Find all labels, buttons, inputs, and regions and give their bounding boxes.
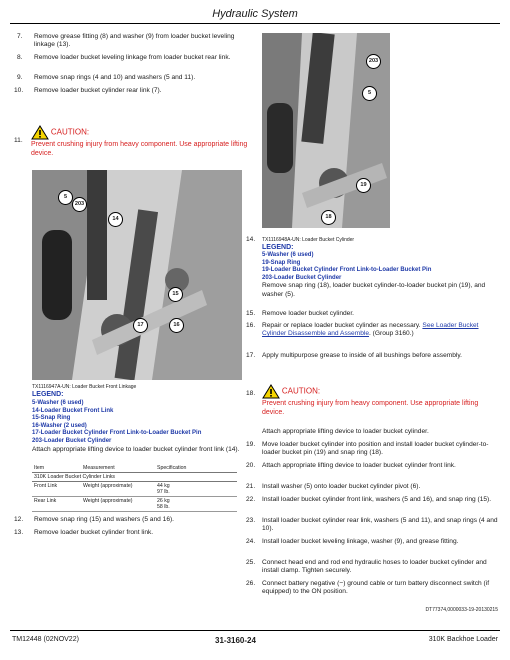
step-13: 13. Remove loader bucket cylinder front link. (14, 529, 154, 536)
step-20: 20. Attach appropriate lifting device to loader bucket cylinder front link. (246, 462, 456, 469)
caution-text: Prevent crushing injury from heavy component. Use appropriate lifting device. (262, 400, 479, 416)
step-14-text: Remove snap ring (18), loader bucket cylinder-to-loader bucket pin (19), and washer (5). (262, 282, 486, 298)
step-15: 15. Remove loader bucket cylinder. (246, 310, 354, 317)
left-note: Attach appropriate lifting device to loader bucket cylinder front link (14). (32, 446, 240, 453)
step-7: 7. Remove grease fitting (8) and washer (9) from loader bucket leveling linkage (13). (17, 33, 235, 49)
spec-table (32, 464, 237, 512)
caution-text: Prevent crushing injury from heavy component. Use appropriate lifting device. (31, 141, 248, 157)
legend-item: 19-Snap Ring (262, 259, 301, 266)
legend-item: 15-Snap Ring (32, 415, 71, 421)
callout-17: 17 (133, 318, 148, 333)
callout-5-right: 5 (362, 86, 377, 101)
legend-item: 203-Loader Bucket Cylinder (262, 274, 342, 281)
callout-203: 203 (72, 197, 87, 212)
section-title: Hydraulic System (212, 8, 298, 20)
legend-item: 5-Washer (6 used) (32, 400, 84, 406)
footer-divider (10, 630, 500, 631)
col-item: Item (32, 464, 81, 473)
figure-caption-right: TX1116948A-UN: Loader Bucket Cylinder (262, 237, 355, 243)
step-8: 8. Remove loader bucket leveling linkage from loader bucket rear link. (17, 54, 231, 61)
legend-left (32, 400, 247, 445)
document-id: DT77374,0000033-19-20130215 (425, 607, 498, 613)
footer-manual-number: TM12448 (02NOV22) (12, 636, 79, 643)
step-22: 22. Install loader bucket cylinder front link, washers (5 and 16), and snap ring (15). (246, 496, 492, 503)
col-measurement: Measurement (81, 464, 155, 473)
legend-item: 14-Loader Bucket Front Link (32, 407, 114, 414)
legend-item: 5-Washer (6 used) (262, 252, 314, 259)
step-21: 21. Install washer (5) onto loader bucket cylinder pivot (6). (246, 483, 421, 490)
callout-5: 5 (58, 190, 73, 205)
callout-15: 15 (168, 287, 183, 302)
legend-right (262, 252, 498, 282)
figure-caption-left: TX1116947A-UN: Loader Bucket Front Linkage (32, 384, 137, 390)
warning-triangle-icon (31, 125, 49, 140)
caution-label: CAUTION: (50, 127, 90, 137)
legend-item: 17-Loader Bucket Cylinder Front Link-to-Loader Bucket Pin (32, 430, 202, 436)
caution-label: CAUTION: (281, 386, 321, 396)
legend-item: 203-Loader Bucket Cylinder (32, 437, 112, 444)
caution-step-18: 18. CAUTION: Prevent crushing injury from heavy component. Use appropriate lifting device. (246, 384, 500, 417)
table-row: Rear Link Weight (approximate) 26 kg 58 lb. (32, 497, 237, 512)
step-25: 25. Connect head end and rod end hydraulic hoses to loader bucket cylinder and install clamp. Tighten securely. (246, 559, 487, 575)
warning-triangle-icon (262, 384, 280, 399)
callout-16: 16 (169, 318, 184, 333)
step-17: 17. Apply multipurpose grease to inside of all bushings before assembly. (246, 352, 462, 359)
spec-table-header (32, 464, 237, 473)
header-divider (10, 23, 500, 24)
see-disassemble-assemble-link[interactable]: See Loader Bucket Cylinder Disassemble and Assemble (262, 322, 479, 338)
step-26: 26. Connect battery negative (−) ground cable or turn battery disconnect switch (if equipped) to the ON position. (246, 580, 490, 596)
col-specification: Specification (155, 464, 237, 473)
footer-page-number: 31-3160-24 (215, 636, 256, 645)
legend-item: 16-Washer (2 used) (32, 422, 87, 429)
step-23: 23. Install loader bucket cylinder rear link, washers (5 and 11), and snap rings (4 and 10). (246, 517, 498, 533)
step-9: 9. Remove snap rings (4 and 10) and washers (5 and 11). (17, 74, 196, 81)
callout-14: 14 (108, 212, 123, 227)
footer-model: 310K Backhoe Loader (428, 636, 498, 643)
caution-step-11: 11. CAUTION: Prevent crushing injury from heavy component. Use appropriate lifting device. (14, 125, 249, 158)
callout-19: 19 (356, 178, 371, 193)
right-note: Attach appropriate lifting device to loader bucket cylinder. (262, 428, 429, 435)
step-12: 12. Remove snap ring (15) and washers (5 and 16). (14, 516, 175, 523)
step-24: 24. Install loader bucket leveling linkage, washer (9), and grease fitting. (246, 538, 459, 545)
callout-203-right: 203 (366, 54, 381, 69)
spec-table-subheader: 310K Loader Bucket Cylinder Links (32, 473, 237, 482)
step-10: 10. Remove loader bucket cylinder rear link (7). (14, 87, 162, 94)
step-16: 16. Repair or replace loader bucket cylinder as necessary. See Loader Bucket Cylinder Disassemble and Assemble. (Group 3160.) (246, 322, 479, 338)
legend-title-right: LEGEND: (262, 244, 294, 252)
legend-item: 19-Loader Bucket Cylinder Front Link-to-Loader Bucket Pin (262, 267, 432, 274)
legend-title-left: LEGEND: (32, 391, 64, 398)
step-14: 14. TX1116948A-UN: Loader Bucket Cylinder LEGEND: 5-Washer (6 used) 19-Snap Ring 19-Loader Bucket Cylinder Front Link-to-Loader Bucket Pin 203-Loader Bucket Cylinder Remove snap ring (18), loader bucket cylinder-to-loader bucket pin (19), and washer (5). (246, 236, 498, 299)
table-row: Front Link Weight (approximate) 44 kg 97 lb. (32, 482, 237, 497)
step-19: 19. Move loader bucket cylinder into position and install loader bucket cylinder-to-loader bucket pin (19) and snap ring (18). (246, 441, 489, 457)
callout-18: 18 (321, 210, 336, 225)
